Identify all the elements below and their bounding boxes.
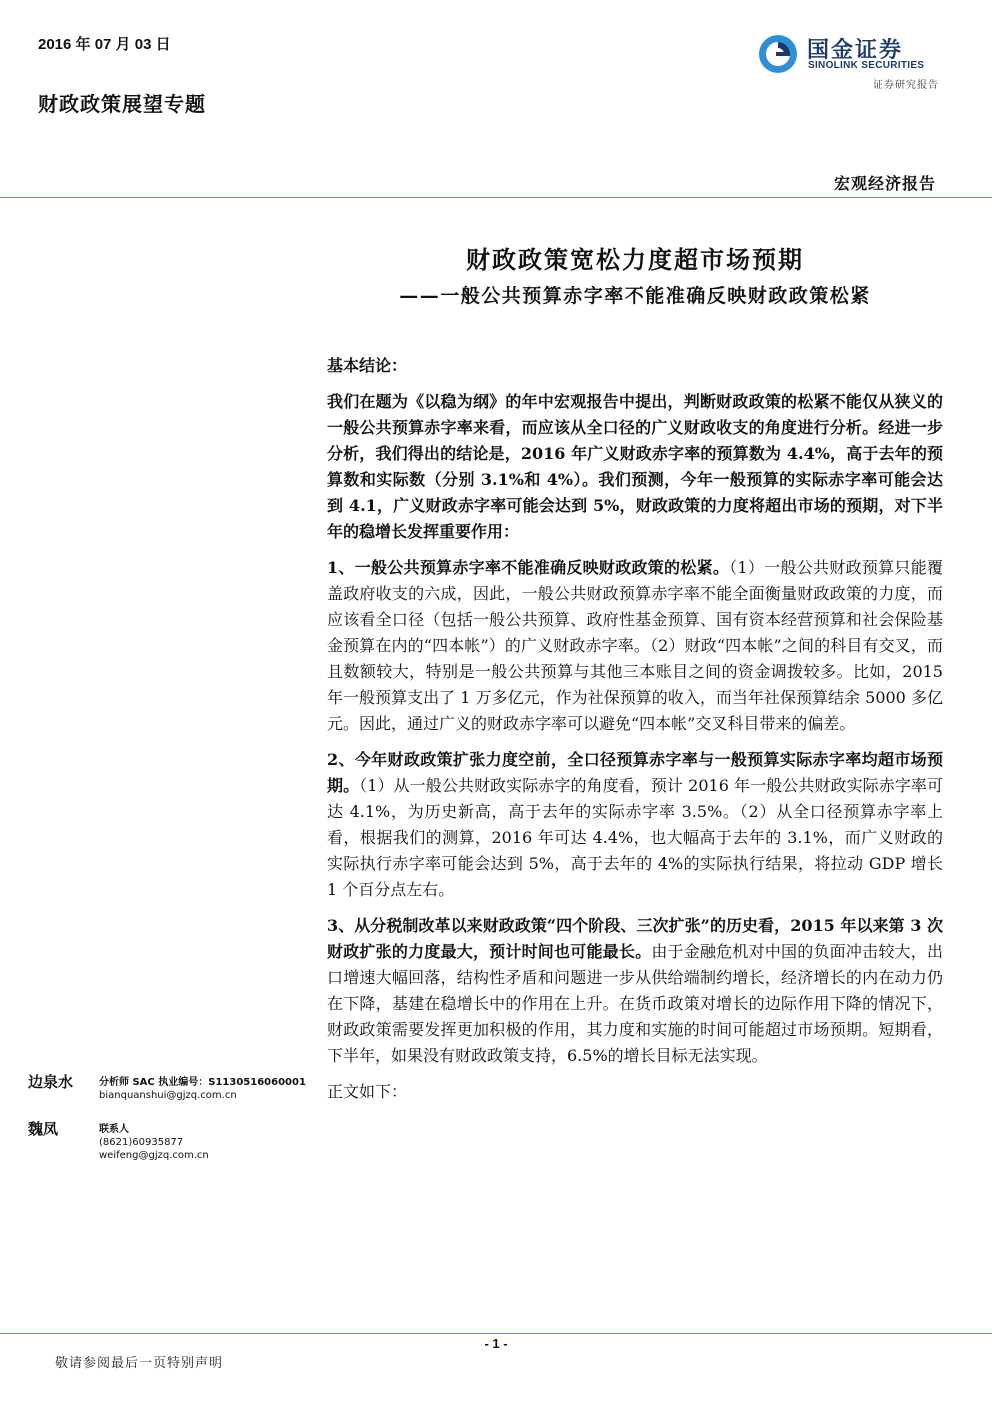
conclusion-heading: 基本结论：	[327, 356, 408, 375]
header-divider	[0, 197, 992, 198]
author-info-1	[99, 1076, 306, 1102]
author-name-1: 边泉水	[28, 1073, 74, 1091]
footer-divider	[0, 1333, 992, 1334]
report-type: 宏观经济报告	[833, 174, 936, 193]
point-3-text: 由于金融危机对中国的负面冲击较大，出口增速大幅回落，结构性矛盾和问题进一步从供给端制约增长，经济增长的内在动力仍在下降，基建在稳增长中的作用在上升。在货币政策对增长的边际作用下降的情况下，财政政策需要发挥更加积极的作用，其力度和实施的时间可能超过市场预期。短期看，下半年，如果没有财政政策支持，6.5%的增长目标无法实现。	[327, 942, 943, 1065]
point-2-text: （1）从一般公共财政实际赤字的角度看，预计 2016 年一般公共财政实际赤字率可达 4.1%，为历史新高，高于去年的实际赤字率 3.5%。（2）从全口径预算赤字率上看，根据我们的测算，2016 年可达 4.4%，也大幅高于去年的 3.1%，而广义财政的实际执行赤字率可能会达到 5%，高于去年的 4%的实际执行结果，将拉动 GDP 增长 1 个百分点左右。	[327, 776, 943, 899]
closing-line: 正文如下：	[327, 1082, 408, 1101]
point-paragraph-2	[327, 747, 943, 903]
point-paragraph-3	[327, 913, 943, 1069]
author-2-email[interactable]: weifeng@gjzq.com.cn	[99, 1150, 209, 1161]
report-subtitle: ——一般公共预算赤字率不能准确反映财政政策松紧	[399, 285, 871, 307]
summary-text: 我们在题为《以稳为纲》的年中宏观报告中提出，判断财政政策的松紧不能仅从狭义的一般公共预算赤字率来看，而应该从全口径的广义财政收支的角度进行分析。经进一步分析，我们得出的结论是，2016 年广义财政赤字率的预算数为 4.4%，高于去年的预算数和实际数（分别 3.1%和 4%）。我们预测，今年一般预算的实际赤字率可能会达到 4.1，广义财政赤字率可能会达到 5%，财政政策的力度将超出市场的预期，对下半年的稳增长发挥重要作用：	[327, 392, 943, 541]
author-info-2	[99, 1123, 209, 1162]
report-date: 2016 年 07 月 03 日	[38, 36, 171, 53]
author-2-role: 联系人	[99, 1124, 129, 1135]
logo-name-en: SINOLINK SECURITIES	[808, 60, 925, 71]
point-paragraph-1	[327, 555, 943, 737]
sinolink-logo-icon	[757, 33, 799, 75]
author-1-email[interactable]: bianquanshui@gjzq.com.cn	[99, 1090, 237, 1101]
logo-tagline: 证券研究报告	[873, 80, 939, 91]
point-1-lead: 1、一般公共预算赤字率不能准确反映财政政策的松紧。	[327, 558, 730, 577]
point-1-text: （1）一般公共财政预算只能覆盖政府收支的六成，因此，一般公共财政预算赤字率不能全面衡量财政政策的力度，而应该看全口径（包括一般公共预算、政府性基金预算、国有资本经营预算和社会保险基金预算在内的“四本帐”）的广义财政赤字率。（2）财政“四本帐”之间的科目有交叉，而且数额较大，特别是一般公共预算与其他三本账目之间的资金调拨较多。比如，2015 年一般预算支出了 1 万多亿元，作为社保预算的收入，而当年社保预算结余 5000 多亿元。因此，通过广义的财政赤字率可以避免“四本帐”交叉科目带来的偏差。	[327, 558, 943, 733]
report-series-title: 财政政策展望专题	[38, 92, 206, 116]
author-2-phone: (8621)60935877	[99, 1137, 184, 1148]
logo-name-cn: 国金证券	[807, 38, 904, 63]
report-title: 财政政策宽松力度超市场预期	[466, 245, 804, 274]
author-1-role: 分析师 SAC 执业编号：S1130516060001	[99, 1077, 306, 1088]
company-logo	[757, 33, 947, 91]
author-name-2: 魏凤	[28, 1120, 59, 1138]
footer-disclaimer: 敬请参阅最后一页特别声明	[55, 1356, 224, 1371]
page-number: - 1 -	[484, 1336, 508, 1351]
point-2-lead: 2、今年财政政策扩张力度空前，全口径预算赤字率与一般预算实际赤字率均超市场预期。	[327, 750, 943, 795]
summary-paragraph	[327, 389, 943, 545]
point-3-lead: 3、从分税制改革以来财政政策“四个阶段、三次扩张”的历史看，2015 年以来第 3 次财政扩张的力度最大，预计时间也可能最长。	[327, 916, 943, 961]
report-body	[327, 353, 943, 1115]
